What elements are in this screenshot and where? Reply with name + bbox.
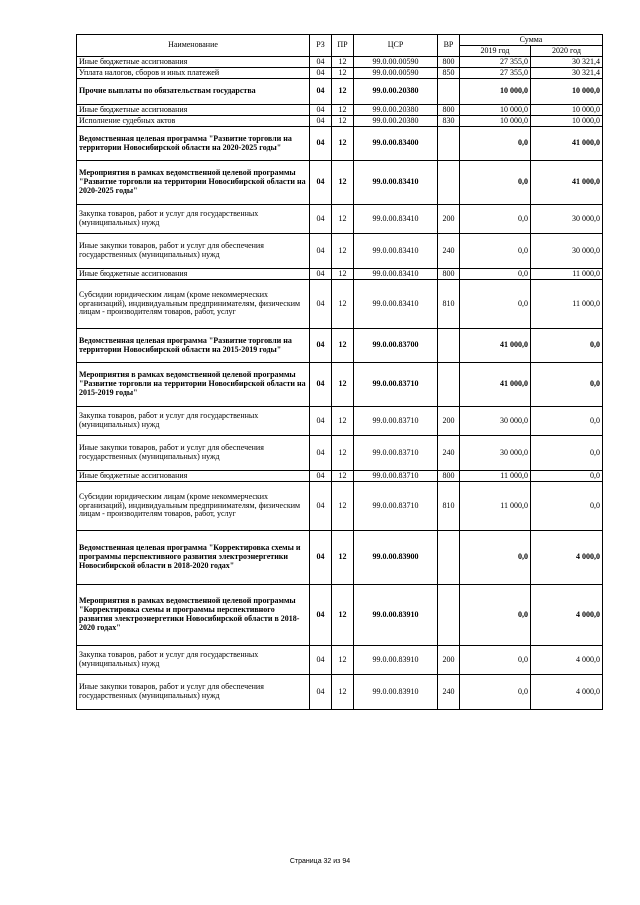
cell-2020: 30 321,4 bbox=[531, 57, 603, 68]
cell-vr bbox=[438, 531, 460, 585]
cell-name: Ведомственная целевая программа "Развитие торговли на территории Новосибирской области на 2020-2025 годы" bbox=[77, 127, 310, 161]
cell-rz: 04 bbox=[310, 269, 332, 280]
cell-2020: 4 000,0 bbox=[531, 646, 603, 675]
cell-rz: 04 bbox=[310, 105, 332, 116]
table-row bbox=[77, 57, 603, 68]
cell-csr: 99.0.00.83910 bbox=[354, 646, 438, 675]
cell-rz: 04 bbox=[310, 205, 332, 234]
cell-pr: 12 bbox=[332, 329, 354, 363]
cell-rz: 04 bbox=[310, 329, 332, 363]
cell-2019: 10 000,0 bbox=[460, 79, 531, 105]
cell-csr: 99.0.00.83710 bbox=[354, 363, 438, 407]
cell-2019: 0,0 bbox=[460, 646, 531, 675]
cell-name: Закупка товаров, работ и услуг для государственных (муниципальных) нужд bbox=[77, 646, 310, 675]
cell-vr: 810 bbox=[438, 482, 460, 531]
cell-rz: 04 bbox=[310, 79, 332, 105]
cell-2020: 0,0 bbox=[531, 329, 603, 363]
cell-vr: 800 bbox=[438, 269, 460, 280]
cell-2020: 4 000,0 bbox=[531, 585, 603, 646]
cell-name: Иные закупки товаров, работ и услуг для обеспечения государственных (муниципальных) нужд bbox=[77, 675, 310, 710]
cell-2019: 0,0 bbox=[460, 127, 531, 161]
cell-vr: 800 bbox=[438, 105, 460, 116]
cell-csr: 99.0.00.20380 bbox=[354, 116, 438, 127]
cell-rz: 04 bbox=[310, 57, 332, 68]
cell-name: Иные закупки товаров, работ и услуг для обеспечения государственных (муниципальных) нужд bbox=[77, 436, 310, 471]
cell-name: Ведомственная целевая программа "Корректировка схемы и программы перспективного развития электроэнергетики Новосибирской области в 2018-2020 годах" bbox=[77, 531, 310, 585]
cell-csr: 99.0.00.83410 bbox=[354, 161, 438, 205]
cell-vr bbox=[438, 127, 460, 161]
cell-vr bbox=[438, 161, 460, 205]
cell-rz: 04 bbox=[310, 471, 332, 482]
cell-pr: 12 bbox=[332, 161, 354, 205]
table-row bbox=[77, 269, 603, 280]
cell-name: Уплата налогов, сборов и иных платежей bbox=[77, 68, 310, 79]
table-row bbox=[77, 436, 603, 471]
cell-2020: 10 000,0 bbox=[531, 116, 603, 127]
table-row bbox=[77, 116, 603, 127]
cell-2019: 0,0 bbox=[460, 205, 531, 234]
cell-rz: 04 bbox=[310, 646, 332, 675]
cell-pr: 12 bbox=[332, 675, 354, 710]
table-row bbox=[77, 531, 603, 585]
header-pr: ПР bbox=[332, 35, 354, 57]
table-row bbox=[77, 105, 603, 116]
cell-2019: 41 000,0 bbox=[460, 363, 531, 407]
cell-name: Ведомственная целевая программа "Развитие торговли на территории Новосибирской области на 2015-2019 годы" bbox=[77, 329, 310, 363]
cell-2020: 30 000,0 bbox=[531, 205, 603, 234]
cell-2019: 41 000,0 bbox=[460, 329, 531, 363]
cell-rz: 04 bbox=[310, 482, 332, 531]
cell-2020: 41 000,0 bbox=[531, 161, 603, 205]
cell-name: Субсидии юридическим лицам (кроме некоммерческих организаций), индивидуальным предпринимателям, физическим лицам - производителям товаров, работ, услуг bbox=[77, 280, 310, 329]
cell-vr: 200 bbox=[438, 205, 460, 234]
cell-vr: 850 bbox=[438, 68, 460, 79]
cell-pr: 12 bbox=[332, 436, 354, 471]
cell-csr: 99.0.00.83910 bbox=[354, 585, 438, 646]
cell-name: Иные бюджетные ассигнования bbox=[77, 269, 310, 280]
cell-2020: 4 000,0 bbox=[531, 675, 603, 710]
cell-csr: 99.0.00.83410 bbox=[354, 234, 438, 269]
table-row bbox=[77, 482, 603, 531]
header-csr: ЦСР bbox=[354, 35, 438, 57]
table-row bbox=[77, 675, 603, 710]
cell-2019: 27 355,0 bbox=[460, 68, 531, 79]
cell-2020: 10 000,0 bbox=[531, 105, 603, 116]
cell-rz: 04 bbox=[310, 234, 332, 269]
cell-pr: 12 bbox=[332, 79, 354, 105]
cell-pr: 12 bbox=[332, 234, 354, 269]
cell-pr: 12 bbox=[332, 105, 354, 116]
cell-name: Прочие выплаты по обязательствам государства bbox=[77, 79, 310, 105]
cell-2019: 30 000,0 bbox=[460, 407, 531, 436]
cell-vr bbox=[438, 79, 460, 105]
cell-pr: 12 bbox=[332, 482, 354, 531]
table-row bbox=[77, 471, 603, 482]
cell-vr: 800 bbox=[438, 57, 460, 68]
cell-pr: 12 bbox=[332, 407, 354, 436]
cell-name: Исполнение судебных актов bbox=[77, 116, 310, 127]
cell-2019: 30 000,0 bbox=[460, 436, 531, 471]
table-row bbox=[77, 363, 603, 407]
cell-pr: 12 bbox=[332, 205, 354, 234]
cell-2019: 0,0 bbox=[460, 280, 531, 329]
cell-2019: 11 000,0 bbox=[460, 471, 531, 482]
cell-2020: 30 321,4 bbox=[531, 68, 603, 79]
cell-pr: 12 bbox=[332, 116, 354, 127]
cell-csr: 99.0.00.83900 bbox=[354, 531, 438, 585]
table-row bbox=[77, 646, 603, 675]
cell-2019: 10 000,0 bbox=[460, 116, 531, 127]
cell-csr: 99.0.00.00590 bbox=[354, 68, 438, 79]
cell-rz: 04 bbox=[310, 280, 332, 329]
table-header bbox=[77, 35, 603, 57]
cell-2019: 0,0 bbox=[460, 269, 531, 280]
cell-rz: 04 bbox=[310, 363, 332, 407]
cell-2020: 0,0 bbox=[531, 363, 603, 407]
cell-2019: 27 355,0 bbox=[460, 57, 531, 68]
cell-2019: 0,0 bbox=[460, 585, 531, 646]
cell-pr: 12 bbox=[332, 269, 354, 280]
cell-csr: 99.0.00.83710 bbox=[354, 407, 438, 436]
cell-pr: 12 bbox=[332, 68, 354, 79]
cell-vr: 830 bbox=[438, 116, 460, 127]
cell-2019: 0,0 bbox=[460, 161, 531, 205]
cell-vr bbox=[438, 329, 460, 363]
cell-2020: 4 000,0 bbox=[531, 531, 603, 585]
page-number: Страница 32 из 94 bbox=[289, 858, 351, 865]
cell-pr: 12 bbox=[332, 471, 354, 482]
budget-table bbox=[76, 34, 603, 710]
cell-name: Мероприятия в рамках ведомственной целевой программы "Развитие торговли на территории Новосибирской области на 2020-2025 годы" bbox=[77, 161, 310, 205]
table-row bbox=[77, 68, 603, 79]
cell-csr: 99.0.00.00590 bbox=[354, 57, 438, 68]
cell-rz: 04 bbox=[310, 68, 332, 79]
header-rz: РЗ bbox=[310, 35, 332, 57]
table-row bbox=[77, 329, 603, 363]
table-row bbox=[77, 79, 603, 105]
table-row bbox=[77, 585, 603, 646]
cell-rz: 04 bbox=[310, 116, 332, 127]
table-row bbox=[77, 127, 603, 161]
cell-2020: 11 000,0 bbox=[531, 269, 603, 280]
table-row bbox=[77, 205, 603, 234]
cell-vr bbox=[438, 585, 460, 646]
cell-rz: 04 bbox=[310, 407, 332, 436]
cell-2020: 0,0 bbox=[531, 436, 603, 471]
cell-2020: 0,0 bbox=[531, 407, 603, 436]
header-sum: Сумма bbox=[460, 35, 603, 46]
cell-2020: 11 000,0 bbox=[531, 280, 603, 329]
cell-csr: 99.0.00.20380 bbox=[354, 79, 438, 105]
cell-name: Иные бюджетные ассигнования bbox=[77, 57, 310, 68]
cell-vr: 240 bbox=[438, 675, 460, 710]
cell-name: Иные бюджетные ассигнования bbox=[77, 471, 310, 482]
table-body bbox=[77, 57, 603, 710]
cell-2019: 10 000,0 bbox=[460, 105, 531, 116]
cell-2020: 0,0 bbox=[531, 482, 603, 531]
cell-rz: 04 bbox=[310, 161, 332, 205]
cell-rz: 04 bbox=[310, 531, 332, 585]
cell-name: Закупка товаров, работ и услуг для государственных (муниципальных) нужд bbox=[77, 407, 310, 436]
cell-pr: 12 bbox=[332, 646, 354, 675]
cell-rz: 04 bbox=[310, 675, 332, 710]
cell-csr: 99.0.00.83410 bbox=[354, 269, 438, 280]
cell-vr: 810 bbox=[438, 280, 460, 329]
cell-csr: 99.0.00.83710 bbox=[354, 482, 438, 531]
cell-csr: 99.0.00.83910 bbox=[354, 675, 438, 710]
header-2019: 2019 год bbox=[460, 46, 531, 57]
cell-2020: 0,0 bbox=[531, 471, 603, 482]
header-name: Наименование bbox=[77, 35, 310, 57]
cell-2019: 0,0 bbox=[460, 531, 531, 585]
cell-2019: 0,0 bbox=[460, 675, 531, 710]
cell-csr: 99.0.00.83700 bbox=[354, 329, 438, 363]
cell-name: Иные бюджетные ассигнования bbox=[77, 105, 310, 116]
cell-csr: 99.0.00.83410 bbox=[354, 205, 438, 234]
cell-vr bbox=[438, 363, 460, 407]
cell-pr: 12 bbox=[332, 127, 354, 161]
cell-name: Мероприятия в рамках ведомственной целевой программы "Развитие торговли на территории Новосибирской области на 2015-2019 годы" bbox=[77, 363, 310, 407]
table-row bbox=[77, 234, 603, 269]
cell-pr: 12 bbox=[332, 585, 354, 646]
cell-2019: 0,0 bbox=[460, 234, 531, 269]
cell-2020: 41 000,0 bbox=[531, 127, 603, 161]
cell-csr: 99.0.00.20380 bbox=[354, 105, 438, 116]
cell-pr: 12 bbox=[332, 57, 354, 68]
cell-csr: 99.0.00.83400 bbox=[354, 127, 438, 161]
cell-pr: 12 bbox=[332, 531, 354, 585]
cell-name: Закупка товаров, работ и услуг для государственных (муниципальных) нужд bbox=[77, 205, 310, 234]
cell-rz: 04 bbox=[310, 436, 332, 471]
table-row bbox=[77, 407, 603, 436]
table-row bbox=[77, 161, 603, 205]
cell-2020: 10 000,0 bbox=[531, 79, 603, 105]
cell-name: Иные закупки товаров, работ и услуг для обеспечения государственных (муниципальных) нужд bbox=[77, 234, 310, 269]
cell-csr: 99.0.00.83710 bbox=[354, 436, 438, 471]
header-2020: 2020 год bbox=[531, 46, 603, 57]
cell-vr: 800 bbox=[438, 471, 460, 482]
cell-pr: 12 bbox=[332, 363, 354, 407]
cell-vr: 240 bbox=[438, 436, 460, 471]
cell-vr: 200 bbox=[438, 407, 460, 436]
cell-csr: 99.0.00.83710 bbox=[354, 471, 438, 482]
cell-rz: 04 bbox=[310, 127, 332, 161]
cell-vr: 200 bbox=[438, 646, 460, 675]
cell-csr: 99.0.00.83410 bbox=[354, 280, 438, 329]
header-vr: ВР bbox=[438, 35, 460, 57]
cell-pr: 12 bbox=[332, 280, 354, 329]
cell-vr: 240 bbox=[438, 234, 460, 269]
cell-2019: 11 000,0 bbox=[460, 482, 531, 531]
cell-name: Субсидии юридическим лицам (кроме некоммерческих организаций), индивидуальным предпринимателям, физическим лицам - производителям товаров, работ, услуг bbox=[77, 482, 310, 531]
cell-2020: 30 000,0 bbox=[531, 234, 603, 269]
cell-rz: 04 bbox=[310, 585, 332, 646]
table-row bbox=[77, 280, 603, 329]
cell-name: Мероприятия в рамках ведомственной целевой программы "Корректировка схемы и программы перспективного развития электроэнергетики Новосибирской области в 2018-2020 годах" bbox=[77, 585, 310, 646]
